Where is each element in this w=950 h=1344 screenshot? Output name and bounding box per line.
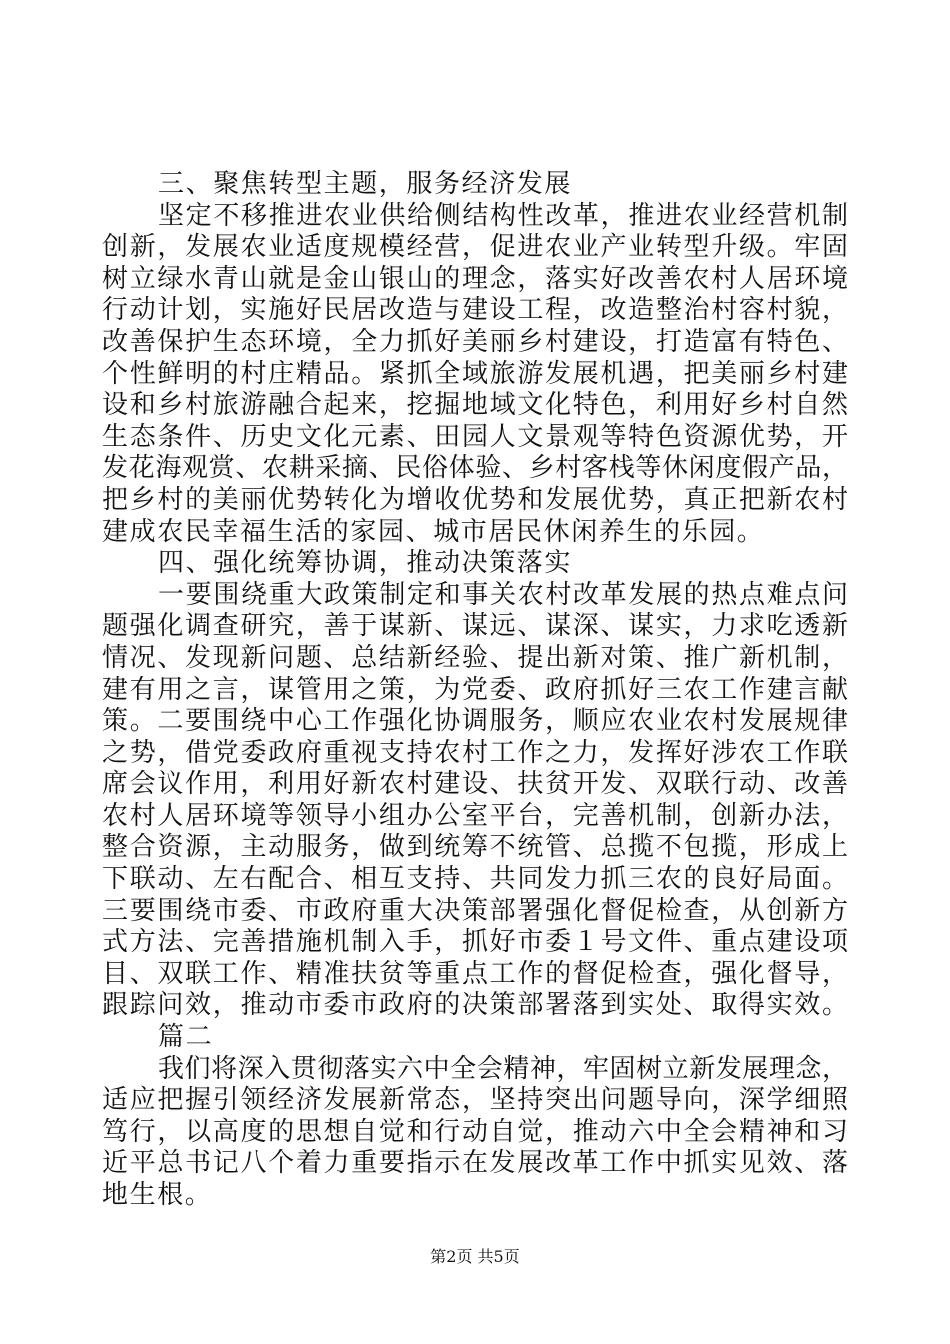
- text-line: 地生根。: [102, 1180, 213, 1210]
- text-line: 之势，借党委政府重视支持农村工作之力，发挥好涉农工作联: [102, 737, 848, 768]
- text-line: 生态条件、历史文化元素、田园人文景观等特色资源优势，开: [102, 421, 848, 452]
- text-line: 策。二要围绕中心工作强化协调服务，顺应农业农村发展规律: [102, 706, 848, 737]
- text-line: 整合资源，主动服务，做到统筹不统管、总揽不包揽，形成上: [102, 832, 848, 863]
- text-line: 篇二: [158, 1022, 214, 1053]
- text-line: 建成农民幸福生活的家园、城市居民休闲养生的乐园。: [102, 516, 765, 547]
- text-line: 改善保护生态环境，全力抓好美丽乡村建设，打造富有特色、: [102, 326, 848, 357]
- text-line: 坚定不移推进农业供给侧结构性改革，推进农业经营机制: [158, 200, 848, 231]
- text-line: 把乡村的美丽优势转化为增收优势和发展优势，真正把新农村: [102, 484, 848, 515]
- text-line: 笃行，以高度的思想自觉和行动自觉，推动六中全会精神和习: [102, 1116, 848, 1147]
- text-line: 跟踪问效，推动市委市政府的决策部署落到实处、取得实效。: [102, 990, 848, 1021]
- text-line: 题强化调查研究，善于谋新、谋远、谋深、谋实，力求吃透新: [102, 611, 848, 642]
- text-line: 个性鲜明的村庄精品。紧抓全域旅游发展机遇，把美丽乡村建: [102, 358, 848, 389]
- text-line: 席会议作用，利用好新农村建设、扶贫开发、双联行动、改善: [102, 769, 848, 800]
- text-line: 树立绿水青山就是金山银山的理念，落实好改善农村人居环境: [102, 263, 848, 294]
- text-line: 下联动、左右配合、相互支持、共同发力抓三农的良好局面。: [102, 864, 848, 895]
- text-line: 四、强化统筹协调，推动决策落实: [158, 548, 573, 579]
- text-line: 三要围绕市委、市政府重大决策部署强化督促检查，从创新方: [102, 895, 848, 926]
- text-line: 设和乡村旅游融合起来，挖掘地域文化特色，利用好乡村自然: [102, 390, 848, 421]
- text-line: 一要围绕重大政策制定和事关农村改革发展的热点难点问: [158, 579, 848, 610]
- text-line: 我们将深入贯彻落实六中全会精神，牢固树立新发展理念，: [158, 1053, 848, 1084]
- text-line: 发花海观赏、农耕采摘、民俗体验、乡村客栈等休闲度假产品，: [102, 453, 848, 484]
- text-line: 近平总书记八个着力重要指示在发展改革工作中抓实见效、落: [102, 1148, 848, 1179]
- text-line: 创新，发展农业适度规模经营，促进农业产业转型升级。牢固: [102, 232, 848, 263]
- text-line: 行动计划，实施好民居改造与建设工程，改造整治村容村貌，: [102, 295, 848, 326]
- text-line: 目、双联工作、精准扶贫等重点工作的督促检查，强化督导，: [102, 958, 848, 989]
- page-footer: 第2页 共5页: [430, 1247, 520, 1266]
- document-body: [102, 169, 848, 1212]
- text-line: 适应把握引领经济发展新常态，坚持突出问题导向，深学细照: [102, 1085, 848, 1116]
- text-line: 情况、发现新问题、总结新经验、提出新对策、推广新机制，: [102, 642, 848, 673]
- text-line: 农村人居环境等领导小组办公室平台，完善机制，创新办法，: [102, 800, 848, 831]
- text-line: 式方法、完善措施机制入手，抓好市委１号文件、重点建设项: [102, 927, 848, 958]
- text-line: 三、聚焦转型主题，服务经济发展: [158, 169, 573, 199]
- text-line: 建有用之言，谋管用之策，为党委、政府抓好三农工作建言献: [102, 674, 848, 705]
